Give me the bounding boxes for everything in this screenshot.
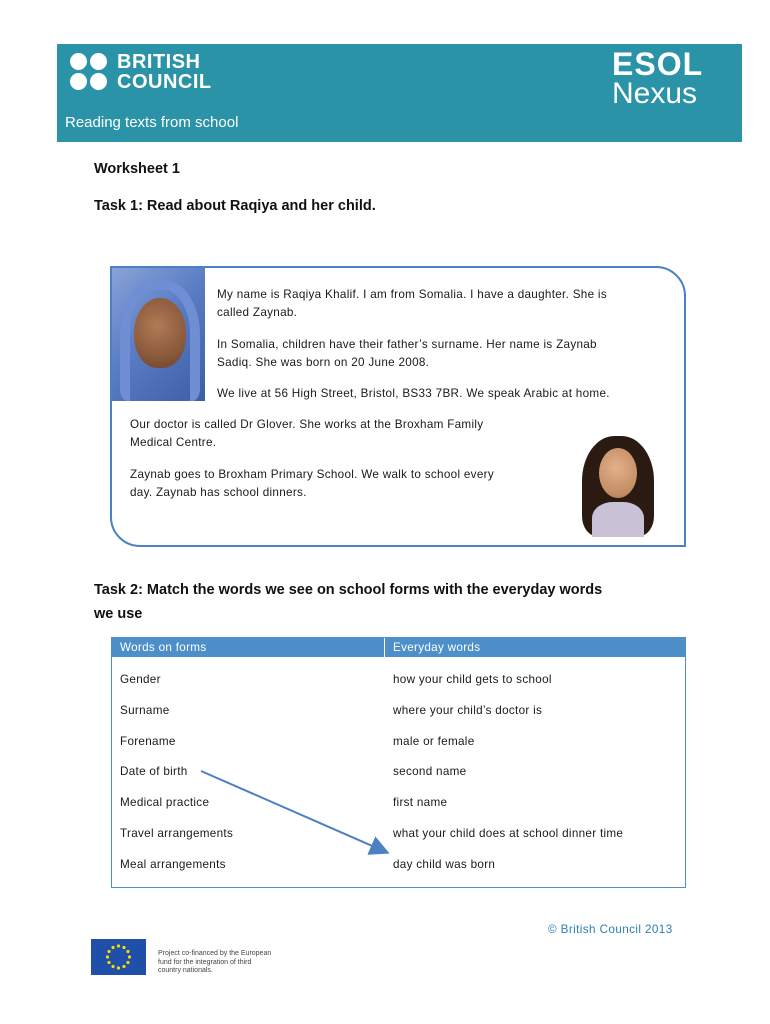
form-word-cell: Meal arrangements: [120, 858, 226, 871]
everyday-word-cell: first name: [393, 796, 448, 809]
header-words-on-forms: Words on forms: [120, 641, 207, 654]
eu-funding-note: Project co-financed by the European fund for the integration of third country nationals.: [158, 950, 272, 974]
everyday-word-cell: how your child gets to school: [393, 673, 552, 686]
task2-title: Task 2: Match the words we see on school forms with the everyday words we use: [94, 582, 603, 622]
copyright-text: © British Council 2013: [548, 923, 673, 936]
esol-nexus-logo: ESOL Nexus: [612, 46, 704, 110]
form-word-cell: Gender: [120, 673, 161, 686]
paragraph-doctor: Our doctor is called Dr Glover. She works at the Broxham Family Medical Centre.: [130, 418, 484, 449]
task1-title: Task 1: Read about Raqiya and her child.: [94, 198, 376, 214]
british-council-wordmark: BRITISH COUNCIL: [117, 51, 212, 93]
everyday-word-cell: day child was born: [393, 858, 496, 871]
everyday-word-cell: where your child’s doctor is: [393, 704, 543, 717]
paragraph-school: Zaynab goes to Broxham Primary School. We walk to school every day. Zaynab has school dinners.: [130, 468, 494, 499]
header-everyday-words: Everyday words: [393, 641, 481, 654]
header-subtitle: Reading texts from school: [65, 114, 239, 131]
paragraph-surname: In Somalia, children have their father’s surname. Her name is Zaynab Sadiq. She was born on 20 June 2008.: [217, 338, 597, 369]
paragraph-address: We live at 56 High Street, Bristol, BS33 7BR. We speak Arabic at home.: [217, 387, 610, 400]
eu-flag-icon: [91, 939, 146, 975]
worksheet-title: Worksheet 1: [94, 161, 180, 177]
form-word-cell: Forename: [120, 735, 176, 748]
everyday-word-cell: male or female: [393, 735, 475, 748]
everyday-word-cell: what your child does at school dinner time: [393, 827, 624, 840]
paragraph-intro: My name is Raqiya Khalif. I am from Somalia. I have a daughter. She is called Zaynab.: [217, 288, 607, 319]
form-word-cell: Surname: [120, 704, 170, 717]
everyday-word-cell: second name: [393, 765, 467, 778]
form-word-cell: Medical practice: [120, 796, 210, 809]
form-word-cell: Travel arrangements: [120, 827, 234, 840]
form-word-cell: Date of birth: [120, 765, 188, 778]
